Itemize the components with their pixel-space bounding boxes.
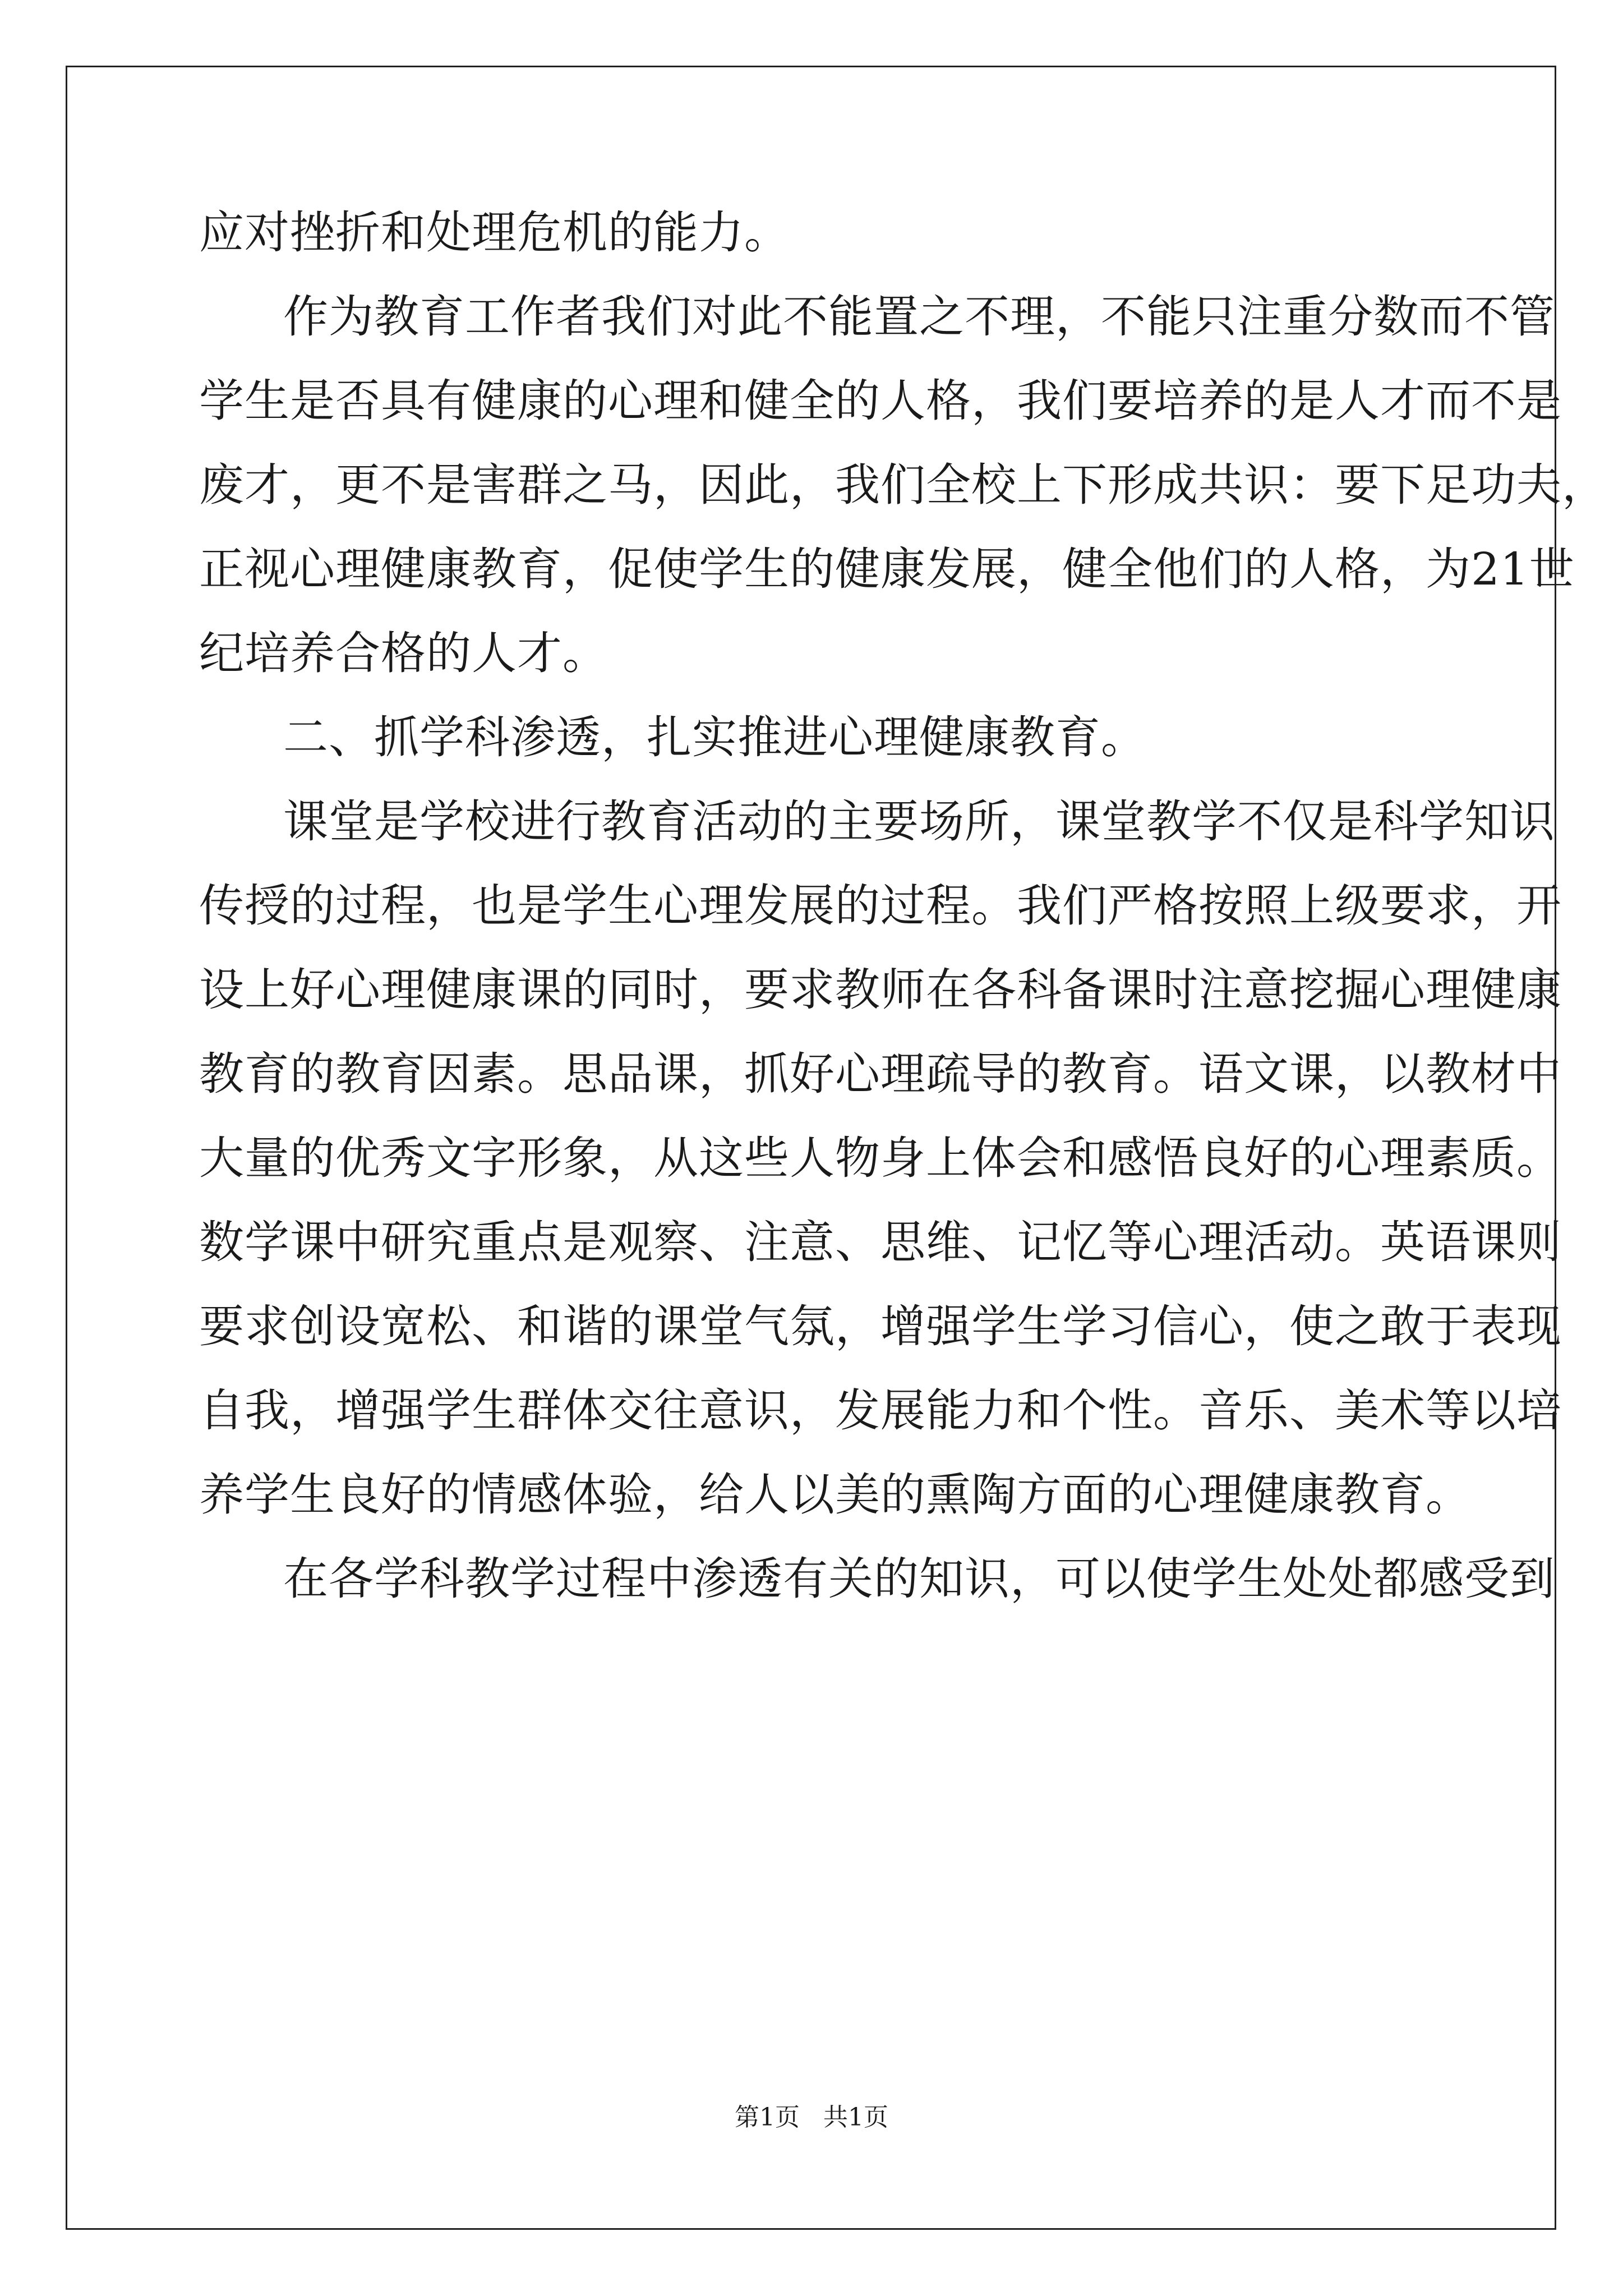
text-line: 学生是否具有健康的心理和健全的人格，我们要培养的是人才而不是: [199, 375, 1562, 427]
text-line: 在各学科教学过程中渗透有关的知识，可以使学生处处都感受到: [283, 1553, 1555, 1605]
text-line: 养学生良好的情感体验，给人以美的熏陶方面的心理健康教育。: [199, 1469, 1471, 1521]
text-line: 教育的教育因素。思品课，抓好心理疏导的教育。语文课，以教材中: [199, 1048, 1562, 1100]
text-line: 正视心理健康教育，促使学生的健康发展，健全他们的人格，为21世: [199, 543, 1575, 595]
text-line: 纪培养合格的人才。: [199, 627, 608, 679]
text-line: 要求创设宽松、和谐的课堂气氛，增强学生学习信心，使之敢于表现: [199, 1300, 1562, 1352]
text-line: 课堂是学校进行教育活动的主要场所，课堂教学不仅是科学知识: [283, 795, 1555, 848]
text-line: 应对挫折和处理危机的能力。: [199, 206, 790, 259]
section-heading: 二、抓学科渗透，扎实推进心理健康教育。: [283, 711, 1146, 763]
text-line: 传授的过程，也是学生心理发展的过程。我们严格按照上级要求，开: [199, 880, 1562, 932]
text-line: 数学课中研究重点是观察、注意、思维、记忆等心理活动。英语课则: [199, 1216, 1562, 1268]
text-line: 作为教育工作者我们对此不能置之不理，不能只注重分数而不管: [283, 291, 1555, 343]
text-line: 大量的优秀文字形象，从这些人物身上体会和感悟良好的心理素质。: [199, 1132, 1562, 1184]
page-number-footer: 第1页 共1页: [735, 2103, 888, 2132]
text-line: 废才，更不是害群之马，因此，我们全校上下形成共识：要下足功夫，: [199, 459, 1607, 511]
text-line: 自我，增强学生群体交往意识，发展能力和个性。音乐、美术等以培: [199, 1384, 1562, 1437]
text-line: 设上好心理健康课的同时，要求教师在各科备课时注意挖掘心理健康: [199, 964, 1562, 1016]
